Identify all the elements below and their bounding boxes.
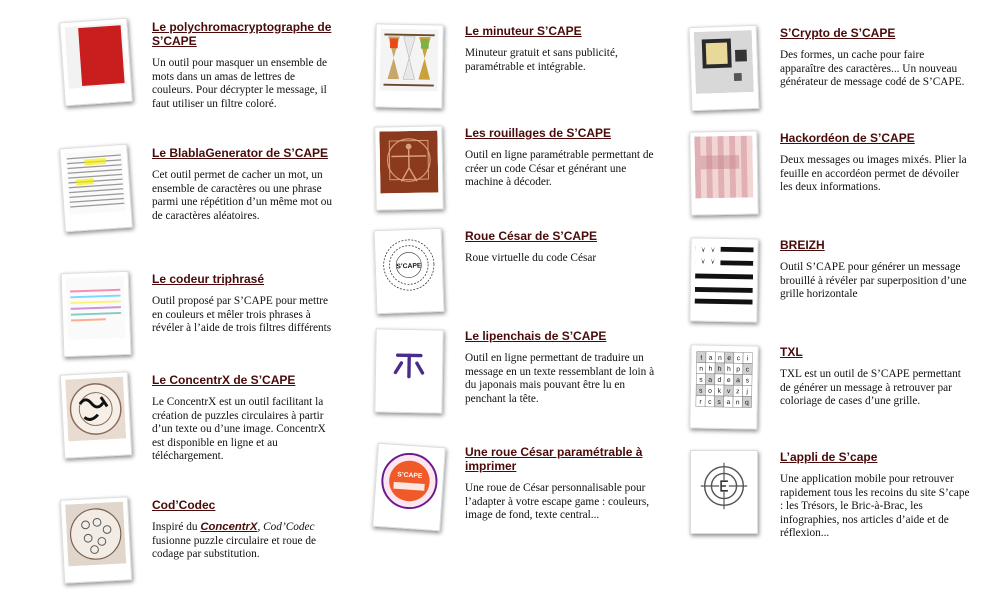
title-appli[interactable]: L’appli de S’cape xyxy=(780,450,878,464)
title-hackordeon[interactable]: Hackordéon de S’CAPE xyxy=(780,131,915,145)
thumb-rouillages[interactable] xyxy=(374,125,443,210)
app-logo-image xyxy=(695,455,753,517)
txl-cell-letter: z xyxy=(736,388,740,396)
txl-cell-letter: c xyxy=(708,398,712,406)
title-polychromacryptographe[interactable]: Le polychromacryptographe de S’CAPE xyxy=(152,20,332,48)
txl-cell-letter: s xyxy=(717,398,721,406)
desc-appli: Une application mobile pour retrouver rapidement tous les recoins du site S’cape : les Trésors, le Bric-à-Brac, les infographies, nos articles d’aide et de réflexion... xyxy=(780,473,970,540)
title-minuteur[interactable]: Le minuteur S’CAPE xyxy=(465,24,582,38)
txl-cell-letter: n xyxy=(735,399,740,407)
accordion-image xyxy=(694,135,753,198)
title-roue-imprimer[interactable]: Une roue César paramétrable à imprimer xyxy=(465,445,643,473)
title-breizh[interactable]: BREIZH xyxy=(780,238,825,252)
txl-cell-letter: a xyxy=(726,399,731,407)
txl-cell-letter: p xyxy=(736,366,741,374)
thumb-concentrx[interactable] xyxy=(60,371,132,458)
txl-cell-letter: e xyxy=(726,377,731,385)
thumb-roue-imprimer[interactable] xyxy=(372,443,446,532)
txl-cell-letter: d xyxy=(717,376,722,384)
cesar-wheel-image xyxy=(379,233,439,297)
thumb-minuteur[interactable] xyxy=(374,23,443,108)
thumb-codeur-triphrase[interactable] xyxy=(61,271,132,357)
txl-cell-letter: n xyxy=(699,365,704,373)
thumb-breizh[interactable] xyxy=(689,237,758,322)
red-square-image xyxy=(64,23,126,89)
txl-cell-letter: s xyxy=(698,387,703,395)
txl-cell-letter: r xyxy=(699,398,702,406)
title-rouillages[interactable]: Les rouillages de S’CAPE xyxy=(465,126,612,140)
thumb-blablagenerator[interactable] xyxy=(59,144,133,233)
txl-cell-letter: s xyxy=(745,377,750,385)
desc-roue-cesar: Roue virtuelle du code César xyxy=(465,252,597,264)
scrypto-image xyxy=(694,30,754,94)
desc-codeur-triphrase: Outil proposé par S’CAPE pour mettre en couleurs et mêler trois phrases à révéler à l’aide de trois filtres différents xyxy=(152,295,332,335)
desc-hackordeon: Deux messages ou images mixés. Plier la feuille en accordéon permet de dévoiler les deux informations. xyxy=(780,154,967,194)
desc-codcodec: Inspiré du ConcentrX, Cod’Codec fusionne puzzle circulaire et roue de codage par substitution. xyxy=(152,521,317,561)
title-roue-cesar[interactable]: Roue César de S’CAPE xyxy=(465,229,598,243)
thumb-txl[interactable] xyxy=(689,344,758,429)
txl-cell-letter: v xyxy=(726,388,731,396)
title-codcodec[interactable]: Cod’Codec xyxy=(152,498,216,512)
thumb-scrypto[interactable] xyxy=(689,25,760,111)
breizh-flag-image xyxy=(695,242,754,305)
txl-grid xyxy=(695,349,754,412)
hourglass-image xyxy=(380,28,439,91)
txl-cell-letter: a xyxy=(708,354,713,362)
thumb-codcodec[interactable] xyxy=(60,496,132,583)
txl-cell-letter: a xyxy=(708,376,713,384)
coding-wheel-image xyxy=(65,502,126,567)
desc-rouillages: Outil en ligne paramétrable permettant de créer un code César et générant une machine à décoder. xyxy=(465,149,654,189)
thumb-hackordeon[interactable] xyxy=(689,130,758,215)
txl-cell-letter: k xyxy=(717,387,722,395)
txl-cell-letter: c xyxy=(736,355,741,363)
link-concentrx-inline[interactable]: ConcentrX xyxy=(200,521,258,533)
desc-minuteur: Minuteur gratuit et sans publicité, paramétrable et intégrable. xyxy=(465,47,618,73)
txl-cell-letter: h xyxy=(717,365,722,373)
printable-wheel-logo: S’CAPE xyxy=(397,471,423,481)
txl-cell-letter: o xyxy=(708,387,712,395)
title-scrypto[interactable]: S’Crypto de S’CAPE xyxy=(780,26,896,40)
txl-cell-letter: c xyxy=(745,366,750,374)
colored-text-image xyxy=(66,276,126,340)
desc-scrypto: Des formes, un cache pour faire apparaître des caractères... Un nouveau générateur de message codé de S’CAPE. xyxy=(780,49,965,89)
desc-lipenchais: Outil en ligne permettant de traduire un message en un texte ressemblant de loin à du japonais mais pouvant être lu en penchant la tête. xyxy=(465,352,655,405)
thumb-roue-cesar[interactable] xyxy=(374,228,445,314)
txl-cell-letter: i xyxy=(746,355,749,363)
title-blablagenerator[interactable]: Le BlablaGenerator de S’CAPE xyxy=(152,146,329,160)
title-txl[interactable]: TXL xyxy=(780,345,803,359)
txl-cell-letter: j xyxy=(746,388,748,396)
txl-cell-letter: a xyxy=(736,377,740,385)
txl-cell-letter: q xyxy=(744,399,749,407)
txl-grid-image xyxy=(695,349,754,412)
text-page-image xyxy=(64,149,126,215)
title-lipenchais[interactable]: Le lipenchais de S’CAPE xyxy=(465,329,607,343)
desc-blablagenerator: Cet outil permet de cacher un mot, un ensemble de caractères ou une phrase parmi une répétition d’un même mot ou de caractères aléatoires. xyxy=(152,169,333,222)
vitruvian-image xyxy=(379,130,438,193)
desc-roue-imprimer: Une roue de César personnalisable pour l’adapter à votre escape game : couleurs, image de fond, texte central... xyxy=(465,482,650,522)
txl-cell-letter: h xyxy=(708,365,713,373)
cesar-wheel-logo: S’CAPE xyxy=(396,262,422,271)
txl-cell-letter: e xyxy=(727,354,732,363)
desc-txl: TXL est un outil de S’CAPE permettant de générer un message à retrouver par coloriage de cases d’une grille. xyxy=(780,368,961,408)
title-concentrx[interactable]: Le ConcentrX de S’CAPE xyxy=(152,373,296,387)
txl-cell-letter: h xyxy=(727,366,731,374)
thumb-appli[interactable] xyxy=(690,450,758,534)
circular-puzzle-image xyxy=(65,377,126,442)
txl-cell-letter: t xyxy=(700,354,703,362)
txl-cell-letter: n xyxy=(717,354,722,362)
desc-polychromacryptographe: Un outil pour masquer un ensemble de mots dans un amas de lettres de couleurs. Pour décrypter le message, il faut utiliser un filtre coloré. xyxy=(152,57,328,110)
printable-wheel-image xyxy=(378,448,440,514)
desc-breizh: Outil S’CAPE pour générer un message brouillé à révéler par superposition d’une grille horizontale xyxy=(780,261,967,301)
thumb-polychromacryptographe[interactable] xyxy=(59,18,133,107)
japanese-glyph-image xyxy=(380,333,439,396)
desc-concentrx: Le ConcentrX est un outil facilitant la création de puzzles circulaires à partir d’un texte ou d’une image. ConcentrX est disponible en ligne et au téléchargement. xyxy=(152,396,326,463)
txl-cell-letter: s xyxy=(699,376,703,384)
title-codeur-triphrase[interactable]: Le codeur triphrasé xyxy=(152,272,265,286)
thumb-lipenchais[interactable] xyxy=(374,328,443,413)
